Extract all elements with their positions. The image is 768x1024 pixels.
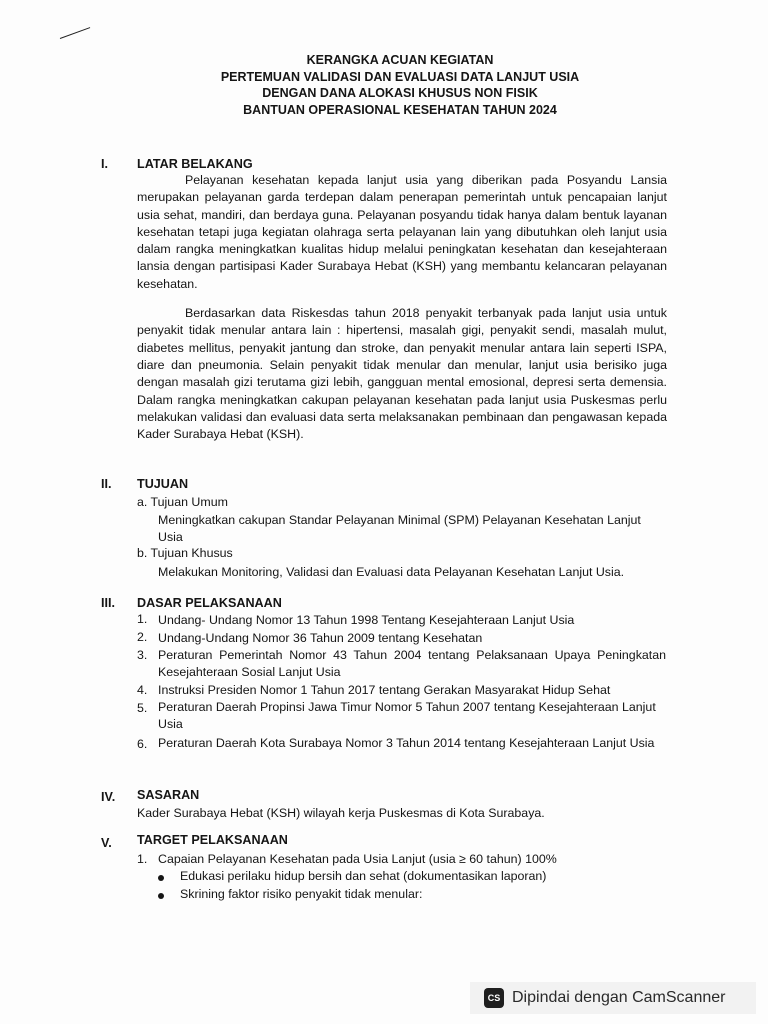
section-4-number: IV. [101,790,116,804]
section-1-heading: LATAR BELAKANG [137,157,253,171]
camscanner-icon: CS [484,988,504,1008]
list-item: Peraturan Daerah Propinsi Jawa Timur Nomor 5 Tahun 2007 tentang Kesejahteraan Lanjut Usia [158,700,656,731]
title-line-2: PERTEMUAN VALIDASI DAN EVALUASI DATA LANJUT USIA [220,69,580,84]
target-bullet-1: Edukasi perilaku hidup bersih dan sehat (dokumentasikan laporan) [180,869,547,883]
section-3-heading: DASAR PELAKSANAAN [137,596,282,610]
list-item-number: 5. [137,701,148,715]
camscanner-watermark [470,982,756,1014]
section-3-number: III. [101,596,115,610]
tujuan-umum-text: Meningkatkan cakupan Standar Pelayanan Minimal (SPM) Pelayanan Kesehatan Lanjut Usia [158,513,641,544]
list-item-number: 4. [137,683,148,697]
bullet-icon [158,875,164,881]
camscanner-text: Dipindai dengan CamScanner [512,989,726,1006]
list-item: Undang- Undang Nomor 13 Tahun 1998 Tentang Kesejahteraan Lanjut Usia [158,613,575,627]
pen-mark [60,27,90,39]
list-item: Instruksi Presiden Nomor 1 Tahun 2017 tentang Gerakan Masyarakat Hidup Sehat [158,683,611,697]
title-line-1: KERANGKA ACUAN KEGIATAN [306,53,494,67]
target-item-1: Capaian Pelayanan Kesehatan pada Usia Lanjut (usia ≥ 60 tahun) 100% [158,852,557,866]
section-5-number: V. [101,836,112,850]
tujuan-khusus-text: Melakukan Monitoring, Validasi dan Evaluasi data Pelayanan Kesehatan Lanjut Usia. [158,565,625,579]
title-line-3: DENGAN DANA ALOKASI KHUSUS NON FISIK [262,86,538,100]
list-item: Peraturan Pemerintah Nomor 43 Tahun 2004 tentang Pelaksanaan Upaya Peningkatan Kesejahteraan Sosial Lanjut Usia [158,648,666,679]
section-2-heading: TUJUAN [137,477,189,491]
section-1-number: I. [101,157,108,171]
list-item: Peraturan Daerah Kota Surabaya Nomor 3 Tahun 2014 tentang Kesejahteraan Lanjut Usia [158,736,655,750]
sasaran-text: Kader Surabaya Hebat (KSH) wilayah kerja Puskesmas di Kota Surabaya. [137,806,545,820]
section-1-body [137,172,667,443]
list-item-number: 1. [137,612,148,626]
list-item-number: 2. [137,630,148,644]
section-4-heading: SASARAN [137,788,200,802]
section-5-heading: TARGET PELAKSANAAN [137,833,288,847]
list-item-number: 1. [137,852,148,866]
bullet-icon [158,893,164,899]
title-line-4: BANTUAN OPERASIONAL KESEHATAN TAHUN 2024 [243,102,557,117]
tujuan-umum-label: a. Tujuan Umum [137,495,228,509]
list-item-number: 3. [137,648,148,662]
document-title [150,52,650,118]
tujuan-khusus-label: b. Tujuan Khusus [137,546,233,560]
target-bullet-2: Skrining faktor risiko penyakit tidak menular: [180,887,423,901]
section-2-number: II. [101,477,112,491]
list-item: Undang-Undang Nomor 36 Tahun 2009 tentang Kesehatan [158,631,483,645]
section-1-paragraph-1: Pelayanan kesehatan kepada lanjut usia yang diberikan pada Posyandu Lansia merupakan pelayanan garda terdepan dalam penerapan pemerintah untuk pencapaian lanjut usia sehat, mandiri, dan berdaya guna. Pelayanan posyandu tidak hanya dalam bentuk layanan kesehatan tetapi juga kegiatan olahraga serta pelayanan lain yang dibutuhkan oleh lanjut usia dalam rangka meningkatkan kualitas hidup melalui peningkatan kesehatan dan kesejahteraan lansia dengan partisipasi Kader Surabaya Hebat (KSH) yang membantu kelancaran pelayanan kesehatan. [137,173,667,291]
list-item-number: 6. [137,737,148,751]
section-1-paragraph-2: Berdasarkan data Riskesdas tahun 2018 penyakit terbanyak pada lanjut usia untuk penyakit tidak menular antara lain : hipertensi, masalah gigi, penyakit sendi, masalah mulut, diabetes mellitus, penyakit jantung dan stroke, dan penyakit menular antara lain seperti ISPA, diare dan pneumonia. Selain penyakit tidak menular dan menular, lanjut usia berisiko juga dengan masalah gizi terutama gizi lebih, gangguan mental emosional, depresi serta demensia. Dalam rangka meningkatkan cakupan pelayanan kesehatan pada lanjut usia Puskesmas perlu melakukan validasi dan evaluasi data serta melaksanakan pembinaan dan pengawasan kepada Kader Surabaya Hebat (KSH). [137,306,667,442]
